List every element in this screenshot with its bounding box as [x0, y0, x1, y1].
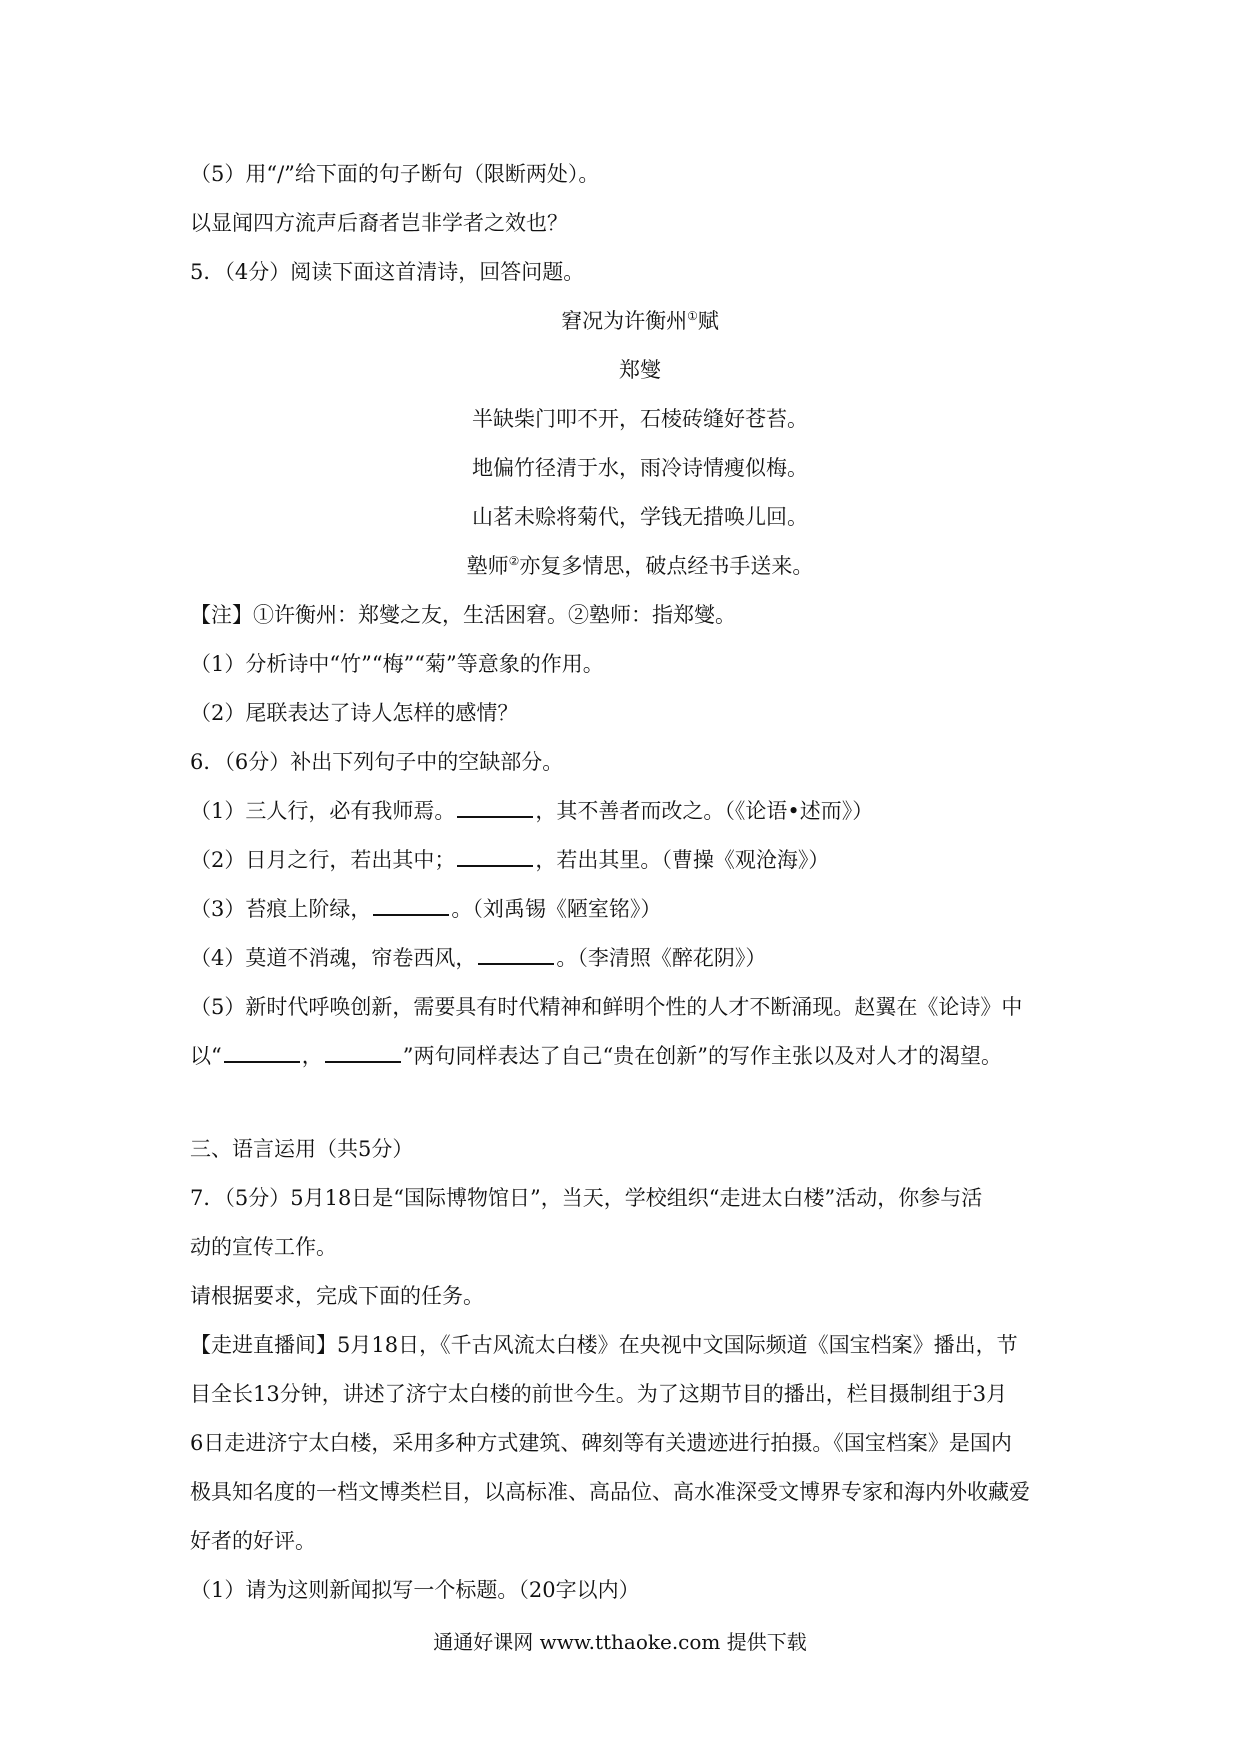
question-7: 7．（5分）5月18日是“国际博物馆日”，当天，学校组织“走进太白楼”活动，你参与活 [190, 1186, 983, 1210]
answer-blank[interactable] [224, 1045, 300, 1063]
fill-question-2: （2）日月之行，若出其中； ，若出其里。（曹操《观沧海》） [190, 848, 830, 872]
answer-blank[interactable] [325, 1045, 401, 1063]
fill-question-3: （3）苔痕上阶绿， 。（刘禹锡《陋室铭》） [190, 897, 662, 921]
poem-notes: 【注】①许衡州：郑燮之友，生活困窘。②塾师：指郑燮。 [190, 603, 736, 627]
answer-blank[interactable] [478, 947, 554, 965]
question-5-heading: 5．（4分）阅读下面这首清诗，回答问题。 [190, 260, 585, 284]
news-paragraph: 目全长13分钟，讲述了济宁太白楼的前世今生。为了这期节目的播出，栏目摄制组于3月 [190, 1382, 1008, 1406]
question-4-5: （5）用“/”给下面的句子断句（限断两处）。 [190, 162, 600, 186]
punctuation-sentence: 以显闻四方流声后裔者岂非学者之效也？ [190, 211, 568, 235]
question-5-1: （1）分析诗中“竹”“梅”“菊”等意象的作用。 [190, 652, 604, 676]
news-paragraph: 6日走进济宁太白楼，采用多种方式建筑、碑刻等有关遗迹进行拍摄。《国宝档案》是国内 [190, 1431, 1012, 1455]
fill-question-1: （1）三人行，必有我师焉。 ，其不善者而改之。（《论语•述而》） [190, 799, 874, 823]
section-3-heading: 三、语言运用（共5分） [190, 1137, 414, 1161]
news-paragraph: 好者的好评。 [190, 1529, 316, 1553]
answer-blank[interactable] [373, 898, 449, 916]
document-body [190, 150, 1070, 1615]
fill-question-4: （4）莫道不消魂，帘卷西风， 。（李清照《醉花阴》） [190, 946, 767, 970]
poem-line: 半缺柴门叩不开，石棱砖缝好苍苔。 [472, 407, 808, 431]
question-7-cont: 动的宣传工作。 [190, 1235, 337, 1259]
answer-blank[interactable] [457, 800, 533, 818]
poem-author: 郑燮 [619, 358, 661, 382]
poem-line: 地偏竹径清于水，雨冷诗情瘦似梅。 [472, 456, 808, 480]
question-5-2: （2）尾联表达了诗人怎样的感情？ [190, 701, 519, 725]
question-7-1: （1）请为这则新闻拟写一个标题。（20字以内） [190, 1578, 640, 1602]
news-paragraph: 【走进直播间】5月18日，《千古风流太白楼》在央视中文国际频道《国宝档案》播出，节 [190, 1333, 1018, 1357]
news-paragraph: 极具知名度的一档文博类栏目，以高标准、高品位、高水准深受文博界专家和海内外收藏爱 [190, 1480, 1030, 1504]
task-instruction: 请根据要求，完成下面的任务。 [190, 1284, 484, 1308]
answer-blank[interactable] [457, 849, 533, 867]
question-6-heading: 6．（6分）补出下列句子中的空缺部分。 [190, 750, 564, 774]
page-footer: 通通好课网 www.tthaoke.com 提供下载 [433, 1630, 807, 1654]
poem-title: 窘况为许衡州①赋 [561, 309, 719, 333]
poem-line: 山茗未赊将菊代，学钱无措唤儿回。 [472, 505, 808, 529]
poem-line: 塾师②亦复多情思，破点经书手送来。 [466, 554, 814, 578]
fill-question-5-cont: 以“ ， ”两句同样表达了自己“贵在创新”的写作主张以及对人才的渴望。 [190, 1044, 1002, 1068]
fill-question-5: （5）新时代呼唤创新，需要具有时代精神和鲜明个性的人才不断涌现。赵翼在《论诗》中 [190, 995, 1023, 1019]
